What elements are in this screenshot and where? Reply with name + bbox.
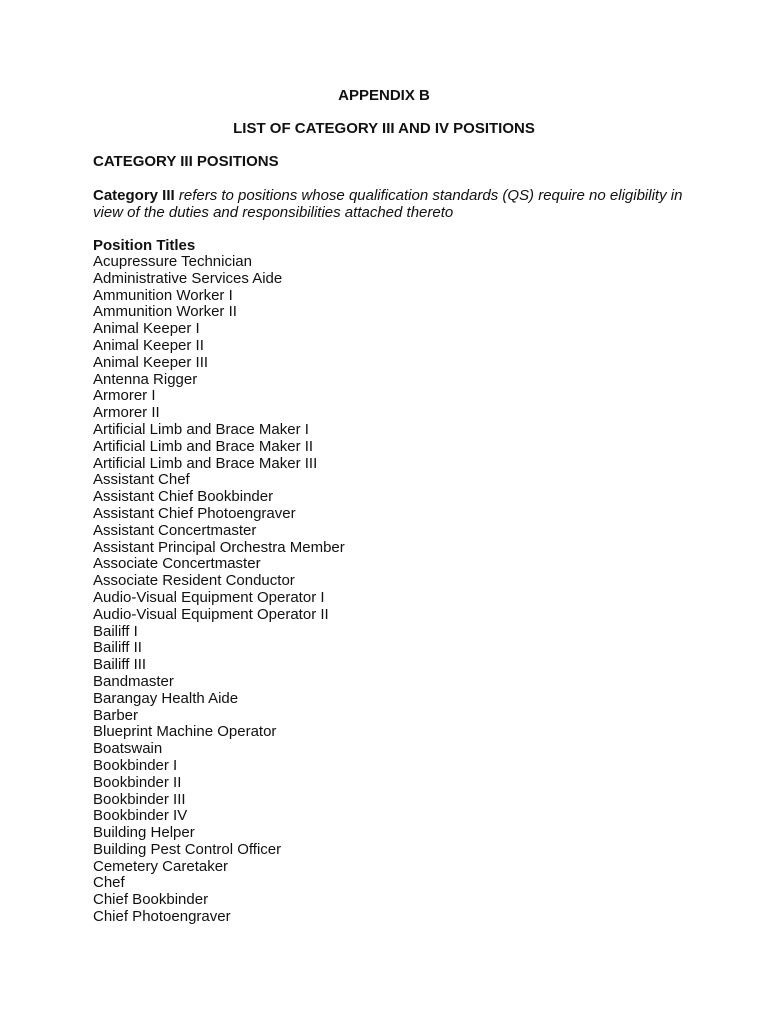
list-item: Bookbinder II bbox=[93, 773, 182, 791]
list-item: Associate Resident Conductor bbox=[93, 572, 295, 590]
list-item: Bailiff I bbox=[93, 622, 138, 640]
list-item: Antenna Rigger bbox=[93, 370, 198, 388]
list-title: LIST OF CATEGORY III AND IV POSITIONS bbox=[233, 120, 535, 137]
list-item: Assistant Chief Photoengraver bbox=[93, 504, 296, 522]
list-item: Artificial Limb and Brace Maker I bbox=[93, 420, 309, 438]
list-item: Barangay Health Aide bbox=[93, 689, 239, 707]
appendix-title: APPENDIX B bbox=[338, 87, 430, 104]
list-item: Chief Bookbinder bbox=[93, 891, 209, 909]
list-item: Assistant Chief Bookbinder bbox=[93, 488, 274, 506]
list-item: Animal Keeper II bbox=[93, 336, 204, 354]
list-item: Animal Keeper I bbox=[93, 320, 200, 338]
list-item: Armorer II bbox=[93, 404, 160, 422]
definition-description: refers to positions whose qualification standards (QS) require no eligibility in view of the duties and responsibilities attached thereto bbox=[93, 187, 683, 221]
category-definition bbox=[93, 187, 713, 221]
list-item: Animal Keeper III bbox=[93, 353, 209, 371]
list-item: Chef bbox=[93, 874, 125, 892]
position-titles-heading: Position Titles bbox=[93, 237, 196, 254]
list-item: Blueprint Machine Operator bbox=[93, 723, 277, 741]
definition-term: Category III bbox=[93, 187, 175, 204]
position-list bbox=[93, 254, 693, 926]
list-item: Assistant Concertmaster bbox=[93, 521, 257, 539]
list-item: Artificial Limb and Brace Maker II bbox=[93, 437, 314, 455]
list-item: Bookbinder IV bbox=[93, 807, 188, 825]
list-item: Ammunition Worker I bbox=[93, 286, 233, 304]
list-item: Bookbinder III bbox=[93, 790, 186, 808]
list-item: Ammunition Worker II bbox=[93, 303, 237, 321]
list-item: Audio-Visual Equipment Operator II bbox=[93, 605, 329, 623]
list-item: Building Helper bbox=[93, 824, 195, 842]
list-item: Boatswain bbox=[93, 740, 163, 758]
list-item: Artificial Limb and Brace Maker III bbox=[93, 454, 318, 472]
list-item: Audio-Visual Equipment Operator I bbox=[93, 588, 325, 606]
list-item: Assistant Chef bbox=[93, 471, 190, 489]
position-titles-block bbox=[93, 237, 693, 926]
list-item: Bookbinder I bbox=[93, 756, 178, 774]
section-title: CATEGORY III POSITIONS bbox=[93, 153, 279, 170]
list-item: Bailiff II bbox=[93, 639, 142, 657]
list-item: Acupressure Technician bbox=[93, 253, 252, 270]
list-item: Bandmaster bbox=[93, 672, 174, 690]
list-item: Administrative Services Aide bbox=[93, 269, 283, 287]
list-item: Chief Photoengraver bbox=[93, 908, 231, 926]
list-item: Bailiff III bbox=[93, 656, 147, 674]
list-item: Assistant Principal Orchestra Member bbox=[93, 538, 345, 556]
list-item: Barber bbox=[93, 706, 139, 724]
list-item: Cemetery Caretaker bbox=[93, 857, 229, 875]
list-item: Building Pest Control Officer bbox=[93, 840, 282, 858]
list-item: Associate Concertmaster bbox=[93, 555, 261, 573]
list-item: Armorer I bbox=[93, 387, 156, 405]
